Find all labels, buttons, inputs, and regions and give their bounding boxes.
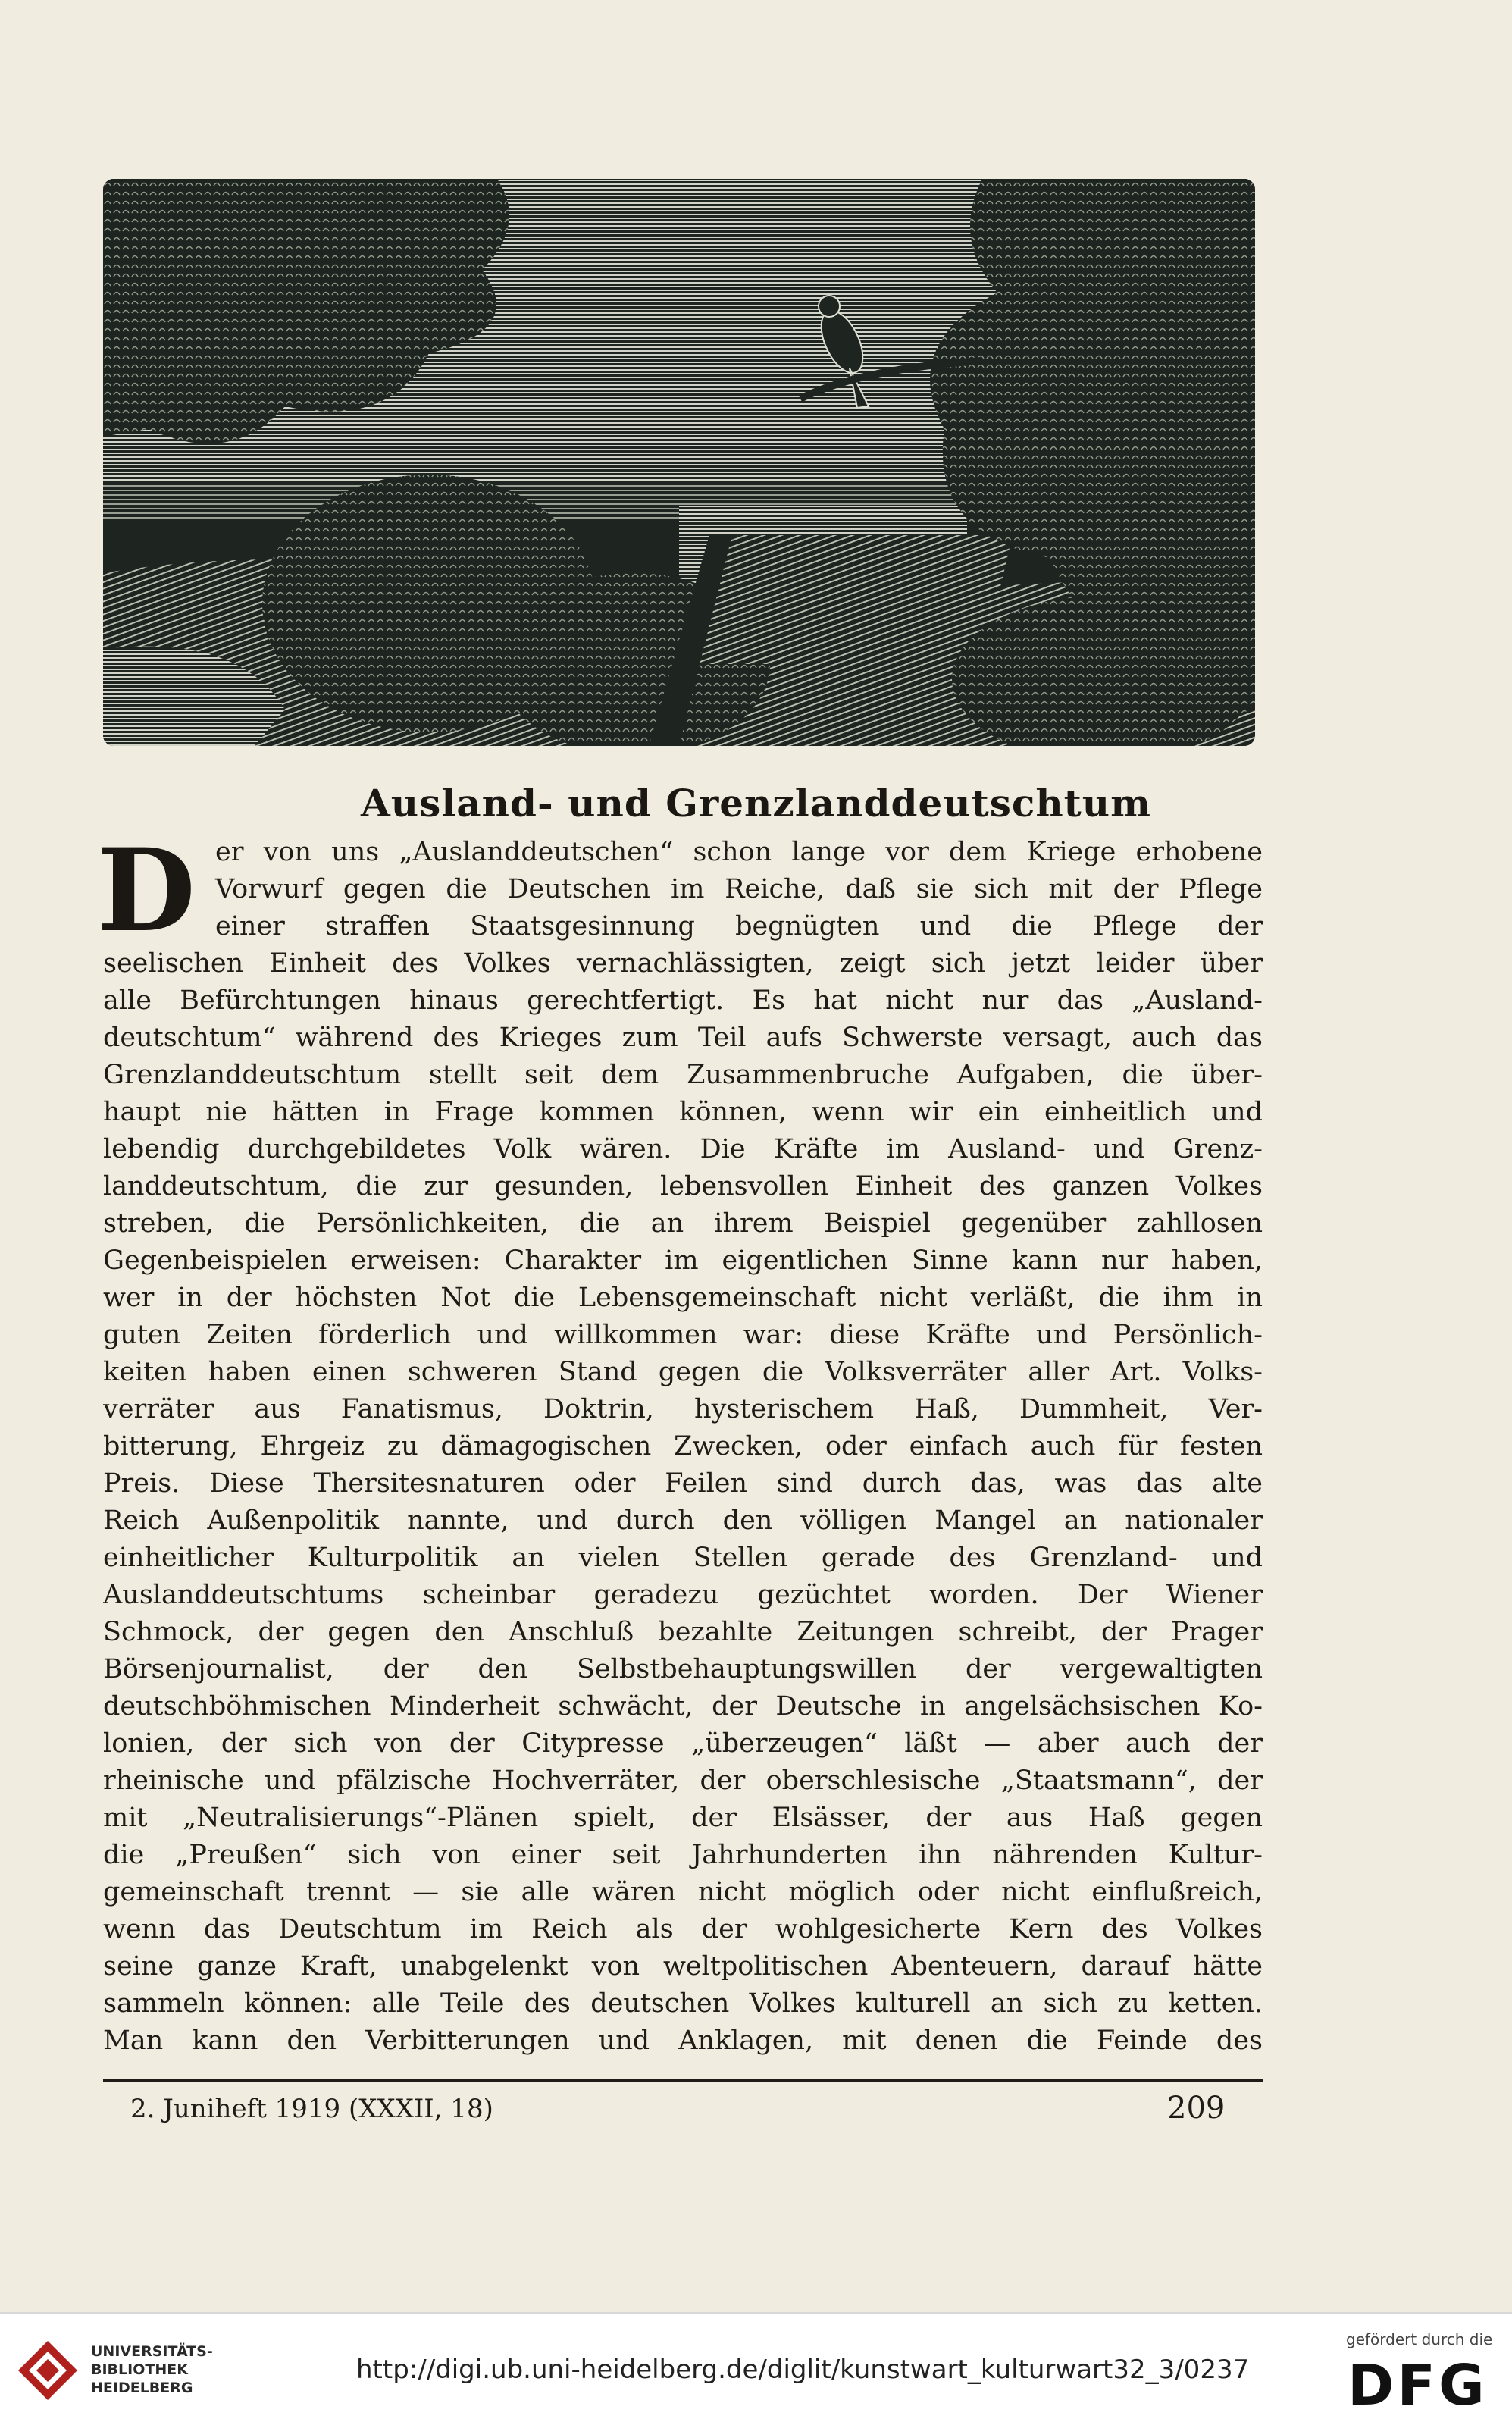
drop-cap-letter: D	[97, 824, 196, 957]
text-line: wenn das Deutschtum im Reich als der wohlgesicherte Kern des Volkes	[103, 1914, 1263, 1944]
digitization-banner	[0, 2312, 1512, 2422]
text-line: seine ganze Kraft, unabgelenkt von weltpolitischen Abenteuern, darauf hätte	[103, 1951, 1263, 1982]
footer-rule	[103, 2079, 1263, 2082]
dfg-logo: DFG	[1348, 2353, 1488, 2418]
text-line: Grenzlanddeutschtum stellt seit dem Zusammenbruche Aufgaben, die über-	[103, 1060, 1263, 1090]
text-line: sammeln können: alle Teile des deutschen Volkes kulturell an sich zu ketten.	[103, 1988, 1263, 2019]
text-line: einheitlicher Kulturpolitik an vielen Stellen gerade des Grenzland- und	[103, 1543, 1263, 1573]
text-line: alle Befürchtungen hinaus gerechtfertigt. Es hat nicht nur das „Ausland-	[103, 985, 1263, 1016]
permalink-url[interactable]: http://digi.ub.uni-heidelberg.de/diglit/kunstwart_kulturwart32_3/0237	[356, 2355, 1250, 2385]
text-line: haupt nie hätten in Frage kommen können, wenn wir ein einheitlich und	[103, 1097, 1263, 1127]
text-line: rheinische und pfälzische Hochverräter, der oberschlesische „Staatsmann“, der	[103, 1766, 1263, 1796]
text-line: gemeinschaft trennt — sie alle wären nicht möglich oder nicht einflußreich,	[103, 1877, 1263, 1907]
article-body	[103, 834, 1263, 2060]
woodcut-illustration	[103, 179, 1255, 746]
text-line: Reich Außenpolitik nannte, und durch den völligen Mangel an nationaler	[103, 1506, 1263, 1536]
text-line: keiten haben einen schweren Stand gegen die Volksverräter aller Art. Volks-	[103, 1357, 1263, 1387]
library-name-line: BIBLIOTHEK	[91, 2361, 188, 2378]
text-line: Schmock, der gegen den Anschluß bezahlte Zeitungen schreibt, der Prager	[103, 1617, 1263, 1647]
text-line: lebendig durchgebildetes Volk wären. Die Kräfte im Ausland- und Grenz-	[103, 1134, 1263, 1164]
text-line: seelischen Einheit des Volkes vernachlässigten, zeigt sich jetzt leider über	[103, 948, 1263, 979]
text-line: bitterung, Ehrgeiz zu dämagogischen Zwecken, oder einfach auch für festen	[103, 1431, 1263, 1462]
library-name	[91, 2342, 213, 2397]
text-line: Vorwurf gegen die Deutschen im Reiche, daß sie sich mit der Pflege	[215, 874, 1263, 904]
text-line: deutschtum“ während des Krieges zum Teil aufs Schwerste versagt, auch das	[103, 1023, 1263, 1053]
text-line: lonien, der sich von der Citypresse „überzeugen“ läßt — aber auch der	[103, 1728, 1263, 1759]
text-line: wer in der höchsten Not die Lebensgemeinschaft nicht verläßt, die ihm in	[103, 1283, 1263, 1313]
text-line: Börsenjournalist, der den Selbstbehauptungswillen der vergewaltigten	[103, 1654, 1263, 1684]
text-line: einer straffen Staatsgesinnung begnügten und die Pflege der	[215, 911, 1263, 942]
text-line: Gegenbeispielen erweisen: Charakter im eigentlichen Sinne kann nur haben,	[103, 1245, 1263, 1276]
page-number: 209	[1167, 2091, 1226, 2126]
text-line: mit „Neutralisierungs“-Plänen spielt, der Elsässer, der aus Haß gegen	[103, 1803, 1263, 1833]
text-line: deutschböhmischen Minderheit schwächt, der Deutsche in angelsächsischen Ko-	[103, 1691, 1263, 1722]
text-line: die „Preußen“ sich von einer seit Jahrhunderten ihn nährenden Kultur-	[103, 1840, 1263, 1870]
text-line: Man kann den Verbitterungen und Anklagen, mit denen die Feinde des	[103, 2026, 1263, 2056]
text-line: er von uns „Auslanddeutschen“ schon lange vor dem Kriege erhobene	[215, 837, 1263, 867]
text-line: streben, die Persönlichkeiten, die an ihrem Beispiel gegenüber zahllosen	[103, 1208, 1263, 1239]
text-line: Preis. Diese Thersitesnaturen oder Feilen sind durch das, was das alte	[103, 1468, 1263, 1499]
text-line: verräter aus Fanatismus, Doktrin, hysterischem Haß, Dummheit, Ver-	[103, 1394, 1263, 1424]
text-line: landdeutschtum, die zur gesunden, lebensvollen Einheit des ganzen Volkes	[103, 1171, 1263, 1202]
article-title: Ausland- und Grenzlanddeutschtum	[360, 781, 1152, 826]
text-line: Auslanddeutschtums scheinbar geradezu gezüchtet worden. Der Wiener	[103, 1580, 1263, 1610]
funded-by-label: gefördert durch die	[1346, 2330, 1493, 2348]
library-name-line: UNIVERSITÄTS-	[91, 2343, 213, 2360]
issue-line: 2. Juniheft 1919 (XXXII, 18)	[130, 2094, 493, 2124]
library-name-line: HEIDELBERG	[91, 2380, 193, 2396]
text-line: guten Zeiten förderlich und willkommen war: diese Kräfte und Persönlich-	[103, 1320, 1263, 1350]
university-library-logo-icon	[14, 2336, 82, 2405]
